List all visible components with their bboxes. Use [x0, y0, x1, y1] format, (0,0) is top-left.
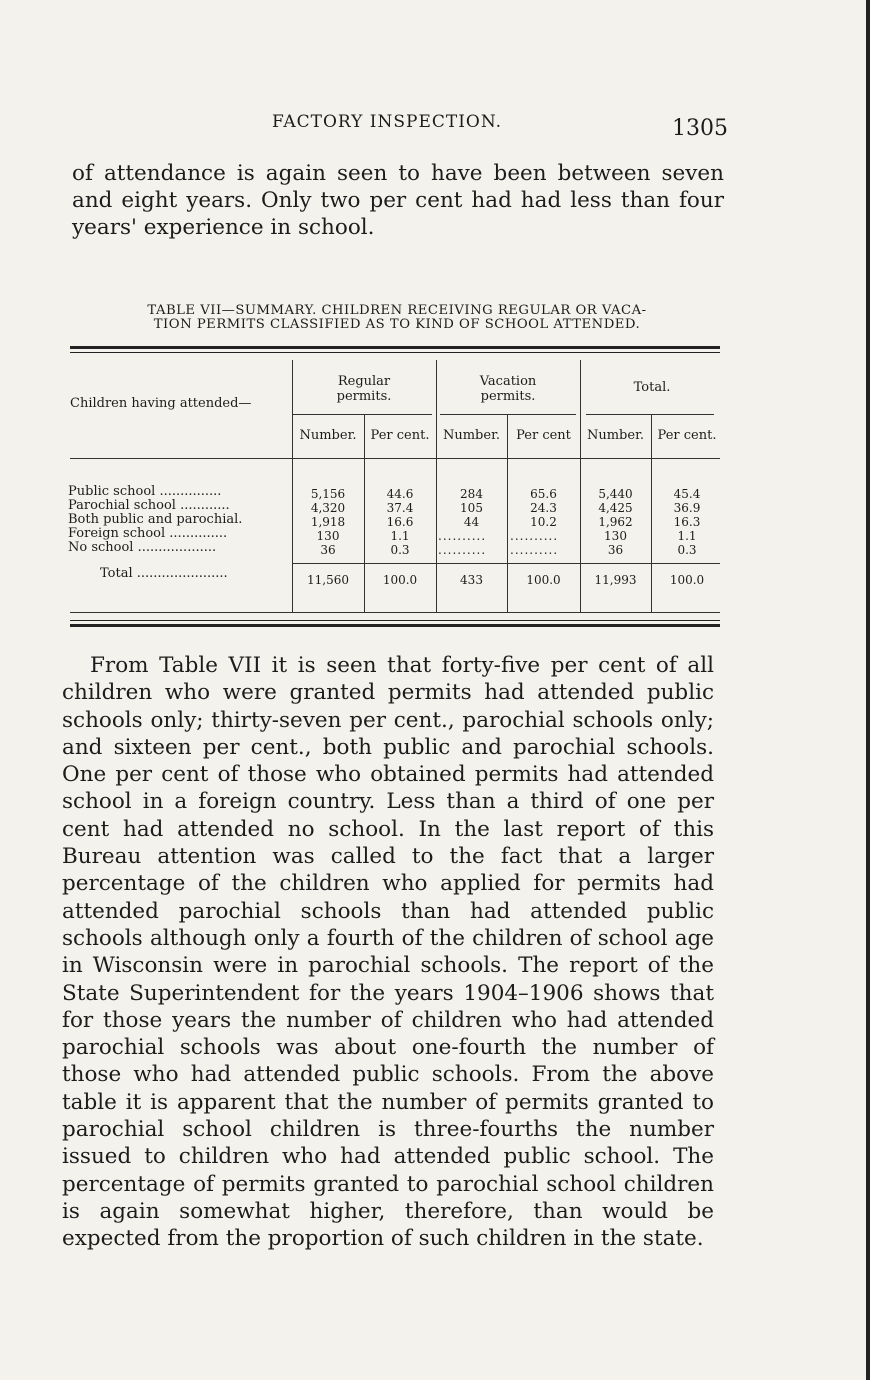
- table-cell: 37.4: [386, 501, 414, 515]
- table-cell: 10.2: [530, 515, 557, 529]
- total-rule: [292, 563, 720, 564]
- row-label-foreign: Foreign school ..............: [68, 527, 228, 541]
- subheader-total-number: Number.: [586, 428, 644, 443]
- stub-header: Children having attended—: [70, 396, 252, 411]
- leader-dots: ..........: [510, 543, 559, 557]
- body-paragraph: [62, 652, 714, 1253]
- table-cell: 105: [460, 501, 483, 515]
- table-bottom-rule: [70, 620, 720, 627]
- table-cell: 24.3: [530, 501, 557, 515]
- table-cell: 11,993: [594, 573, 637, 587]
- table-cell: 0.3: [390, 543, 410, 557]
- table-cell: 36: [320, 543, 336, 557]
- table-caption: [70, 304, 724, 332]
- table-cell: 44.6: [386, 487, 414, 501]
- table-cell: 284: [460, 487, 483, 501]
- table-cell: 5,440: [598, 487, 633, 501]
- table-cell: 36.9: [673, 501, 701, 515]
- running-head: FACTORY INSPECTION.: [272, 112, 503, 132]
- table-foot-rule: [70, 612, 720, 613]
- subheader-regular-number: Number.: [299, 428, 357, 443]
- row-label-both: Both public and parochial.: [68, 513, 243, 527]
- row-label-none: No school ...................: [68, 541, 217, 555]
- table-cell: 1.1: [390, 529, 410, 543]
- table-cell: 4,425: [598, 501, 633, 515]
- table-cell: 100.0: [669, 573, 705, 587]
- table-cell: 44: [463, 515, 480, 529]
- table-cell: 16.3: [673, 515, 701, 529]
- subheader-vacation-number: Number.: [442, 428, 500, 443]
- table-cell: 4,320: [310, 501, 346, 515]
- table-cell: 130: [604, 529, 627, 543]
- leader-dots: ..........: [510, 529, 559, 543]
- intro-paragraph: [72, 160, 724, 241]
- row-label-total: Total ......................: [100, 567, 228, 581]
- page-edge: [866, 0, 870, 1380]
- subheader-regular-percent: Per cent.: [370, 428, 430, 443]
- group-header-regular: Regular permits.: [336, 374, 392, 404]
- header-rule: [70, 458, 720, 459]
- page-number: 1305: [672, 116, 728, 141]
- table-cell: 1,962: [598, 515, 633, 529]
- row-label-parochial: Parochial school ............: [68, 499, 230, 513]
- table-cell: 65.6: [530, 487, 557, 501]
- group-underline: [292, 414, 432, 415]
- group-header-vacation: Vacation permits.: [479, 374, 537, 404]
- table-top-rule: [70, 346, 720, 353]
- body-text: From Table VII it is seen that forty-five per cent of all children who were granted permits had attended public schools only; thirty-seven per cent., parochial schools only; and sixteen per cent., both public and parochial schools. One per cent of those who obtained permits had attended school in a foreign country. Less than a third of one per cent had attended no school. In the last report of this Bureau attention was called to the fact that a larger percentage of the children who applied for permits had attended parochial schools than had attended public schools although only a fourth of the children of school age in Wisconsin were in parochial schools. The report of the State Superintendent for the years 1904–1906 shows that for those years the number of children who had attended parochial schools was about one-fourth the number of those who had attended public schools. From the above table it is apparent that the number of permits granted to parochial school children is three-fourths the number issued to children who had attended public school. The percentage of permits granted to parochial school children is again somewhat higher, therefore, than would be expected from the proportion of such children in the state.: [62, 653, 714, 1252]
- subheader-total-percent: Per cent.: [657, 428, 717, 443]
- table-caption-line-2: TION PERMITS CLASSIFIED AS TO KIND OF SCHOOL ATTENDED.: [153, 317, 641, 332]
- table-cell: 100.0: [382, 573, 418, 587]
- row-label-public: Public school ...............: [68, 485, 222, 499]
- leader-dots: ..........: [438, 529, 487, 543]
- table-cell: 36: [607, 543, 624, 557]
- leader-dots: ..........: [438, 543, 487, 557]
- table-cell: 130: [316, 529, 340, 543]
- table-cell: 1,918: [310, 515, 346, 529]
- group-underline: [440, 414, 576, 415]
- group-underline: [586, 414, 714, 415]
- table-cell: 433: [460, 573, 483, 587]
- intro-text: of attendance is again seen to have been between seven and eight years. Only two per cent had had less than four years' experience in school.: [72, 161, 724, 240]
- table-caption-line-1: TABLE VII—SUMMARY. CHILDREN RECEIVING REGULAR OR VACA-: [147, 303, 647, 318]
- subheader-vacation-percent: Per cent: [516, 428, 571, 443]
- table-cell: 5,156: [310, 487, 346, 501]
- table-cell: 1.1: [677, 529, 697, 543]
- table-cell: 45.4: [673, 487, 701, 501]
- table-cell: 100.0: [526, 573, 561, 587]
- table-cell: 11,560: [307, 573, 349, 587]
- table-cell: 0.3: [677, 543, 697, 557]
- group-header-total: Total.: [633, 380, 671, 395]
- table-cell: 16.6: [386, 515, 414, 529]
